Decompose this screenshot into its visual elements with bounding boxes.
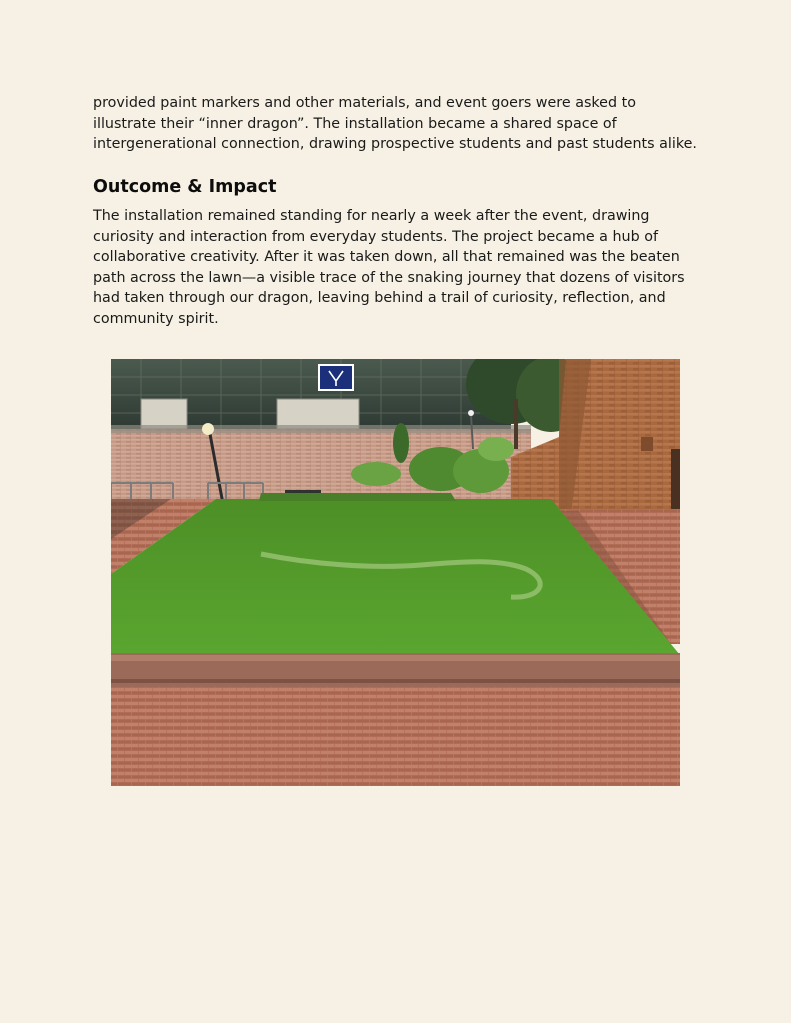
lawn-photo bbox=[111, 359, 680, 786]
section-heading: Outcome & Impact bbox=[93, 177, 277, 197]
brick-plaza bbox=[111, 687, 680, 786]
outcome-paragraph: The installation remained standing for nearly a week after the event, drawing curiosity and interaction from everyday students. The project became a hub of collaborative creativity. After it was taken down, all that remained was the beaten path across the lawn—a visible trace of the snaking journey that dozens of visitors had taken through our dragon, leaving behind a trail of curiosity, reflection, and community spirit. bbox=[93, 208, 685, 327]
building-facade bbox=[111, 359, 511, 429]
intro-paragraph: provided paint markers and other materials, and event goers were asked to illustrate their “inner dragon”. The installation became a shared space of intergenerational connection, drawing prospective students and past students alike. bbox=[93, 95, 697, 153]
